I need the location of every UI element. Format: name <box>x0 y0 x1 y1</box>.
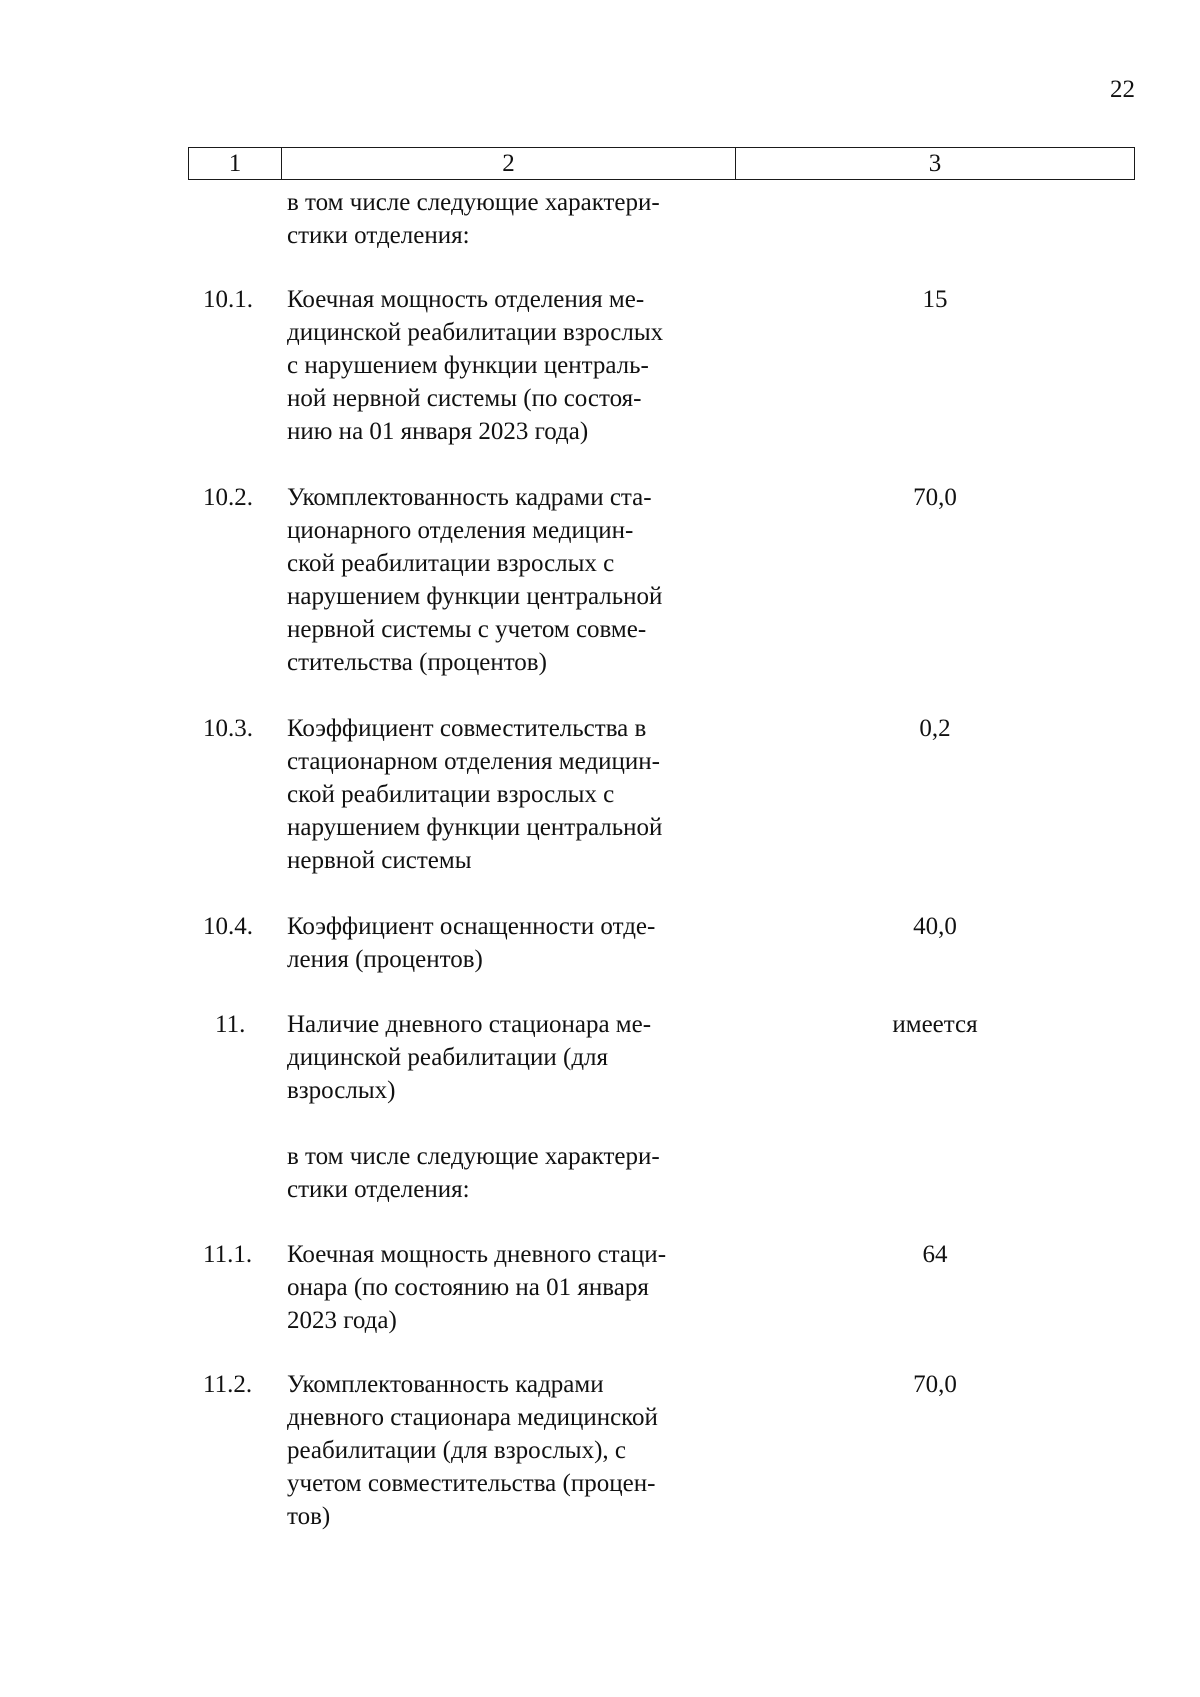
header-column-1: 1 <box>189 148 282 179</box>
row-value: имеется <box>892 1011 978 1038</box>
header-column-2: 2 <box>282 148 736 179</box>
row-description: в том числе следующие характери- стики отделения: <box>287 189 660 249</box>
row-description: в том числе следующие характери- стики отделения: <box>287 1143 660 1203</box>
row-value: 70,0 <box>913 1371 957 1398</box>
page-number: 22 <box>1110 76 1135 103</box>
row-value: 40,0 <box>913 913 957 940</box>
row-number: 10.3. <box>203 715 253 742</box>
row-number: 10.4. <box>203 913 253 940</box>
row-description: Наличие дневного стационара ме- дицинской реабилитации (для взрослых) <box>287 1011 652 1104</box>
row-description: Коэффициент оснащенности отде- ления (процентов) <box>287 913 656 973</box>
row-number: 10.2. <box>203 484 253 511</box>
row-description: Укомплектованность кадрами ста- ционарного отделения медицин- ской реабилитации взрослых с нарушением функции центральной нервной системы с учетом совме- стительства (процентов) <box>287 484 663 676</box>
row-description: Укомплектованность кадрами дневного стационара медицинской реабилитации (для взрослых), с учетом совместительства (процен- тов) <box>287 1371 658 1530</box>
header-column-3: 3 <box>928 149 942 177</box>
row-number: 11.1. <box>203 1241 253 1268</box>
row-value: 70,0 <box>913 484 957 511</box>
row-description: Коечная мощность дневного стаци- онара (по состоянию на 01 января 2023 года) <box>287 1241 667 1334</box>
row-number: 11.2. <box>203 1371 253 1398</box>
row-number: 11. <box>215 1011 246 1038</box>
table-header <box>188 147 1135 180</box>
row-value: 64 <box>922 1241 948 1268</box>
row-value: 15 <box>922 286 948 313</box>
row-number: 10.1. <box>203 286 253 313</box>
row-description: Коэффициент совместительства в стационарном отделения медицин- ской реабилитации взрослых с нарушением функции центральной нервной системы <box>287 715 663 874</box>
row-value: 0,2 <box>919 715 951 742</box>
row-description: Коечная мощность отделения ме- дицинской реабилитации взрослых с нарушением функции централь- ной нервной системы (по состоя- нию на 01 января 2023 года) <box>287 286 664 445</box>
